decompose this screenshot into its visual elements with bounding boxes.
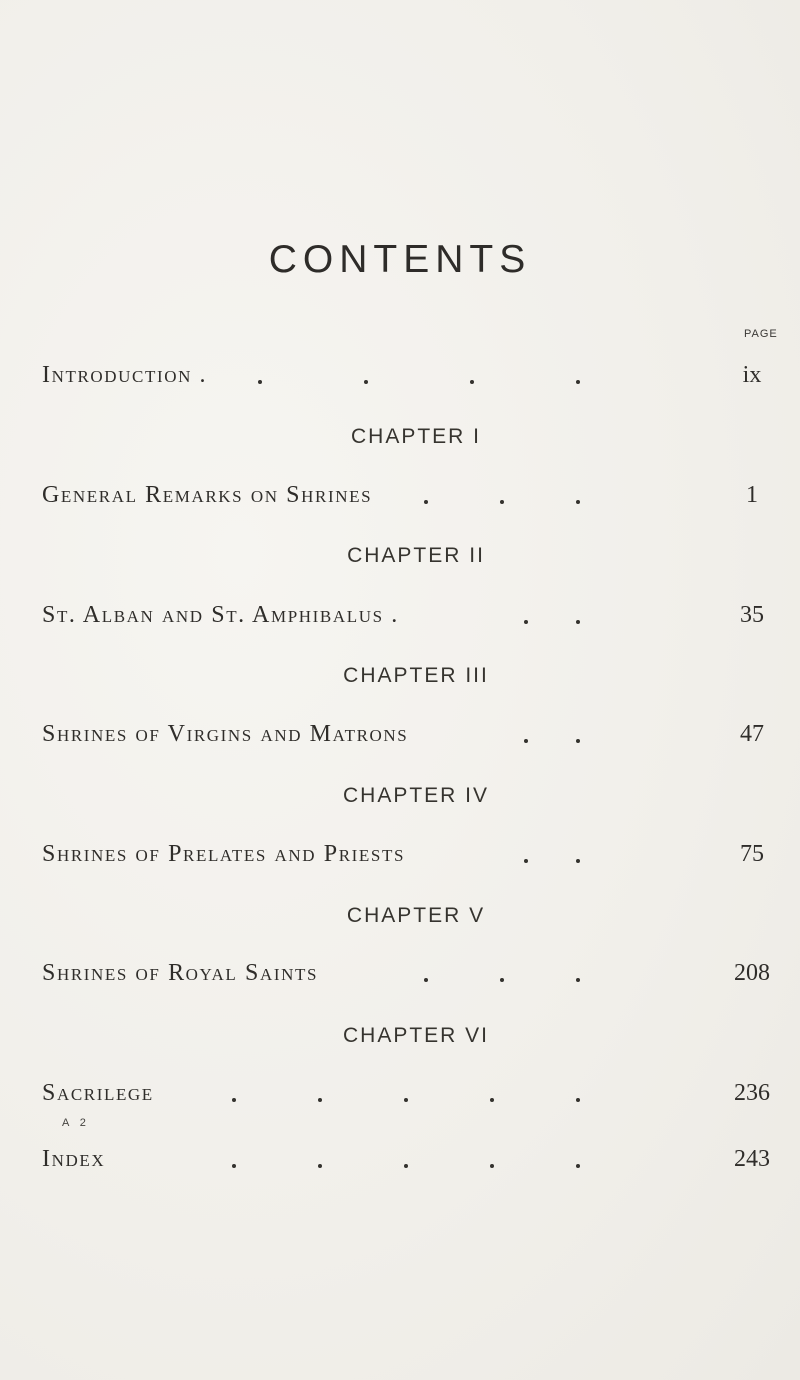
toc-entry-index[interactable] bbox=[42, 1146, 772, 1180]
toc-entry-general-remarks[interactable] bbox=[42, 482, 772, 516]
chapter-heading-6: CHAPTER VI bbox=[342, 1024, 490, 1047]
chapter-heading-4: CHAPTER IV bbox=[342, 784, 490, 807]
signature-mark: A 2 bbox=[62, 1117, 90, 1129]
toc-entry-title: Sacrilege bbox=[42, 1080, 154, 1106]
chapter-heading-3: CHAPTER III bbox=[343, 664, 489, 687]
toc-entry-title: Shrines of Virgins and Matrons bbox=[42, 721, 409, 747]
toc-entry-virgins-matrons[interactable] bbox=[42, 721, 772, 755]
toc-entry-page: 75 bbox=[740, 841, 764, 867]
chapter-heading-1: CHAPTER I bbox=[350, 425, 481, 448]
toc-entry-st-alban[interactable] bbox=[42, 602, 772, 636]
toc-entry-title: Introduction . bbox=[42, 362, 208, 388]
toc-entry-page: ix bbox=[742, 362, 762, 388]
chapter-heading-5: CHAPTER V bbox=[346, 904, 486, 927]
page-column-header: PAGE bbox=[744, 328, 778, 340]
toc-entry-introduction[interactable] bbox=[42, 362, 772, 396]
toc-entry-title: Shrines of Prelates and Priests bbox=[42, 841, 405, 867]
toc-entry-page: 47 bbox=[740, 721, 764, 747]
toc-entry-page: 236 bbox=[734, 1080, 770, 1106]
toc-entry-sacrilege[interactable] bbox=[42, 1080, 772, 1114]
toc-entry-page: 35 bbox=[740, 602, 764, 628]
toc-entry-title: Shrines of Royal Saints bbox=[42, 960, 319, 986]
toc-entry-royal-saints[interactable] bbox=[42, 960, 772, 994]
toc-entry-page: 208 bbox=[734, 960, 770, 986]
toc-entry-page: 243 bbox=[734, 1146, 770, 1172]
toc-entry-title: St. Alban and St. Amphibalus . bbox=[42, 602, 399, 628]
toc-entry-title: General Remarks on Shrines bbox=[42, 482, 373, 508]
toc-entry-prelates-priests[interactable] bbox=[42, 841, 772, 875]
chapter-heading-2: CHAPTER II bbox=[347, 544, 485, 567]
toc-entry-page: 1 bbox=[746, 482, 758, 508]
toc-entry-title: Index bbox=[42, 1146, 106, 1172]
page-title: CONTENTS bbox=[268, 238, 532, 281]
